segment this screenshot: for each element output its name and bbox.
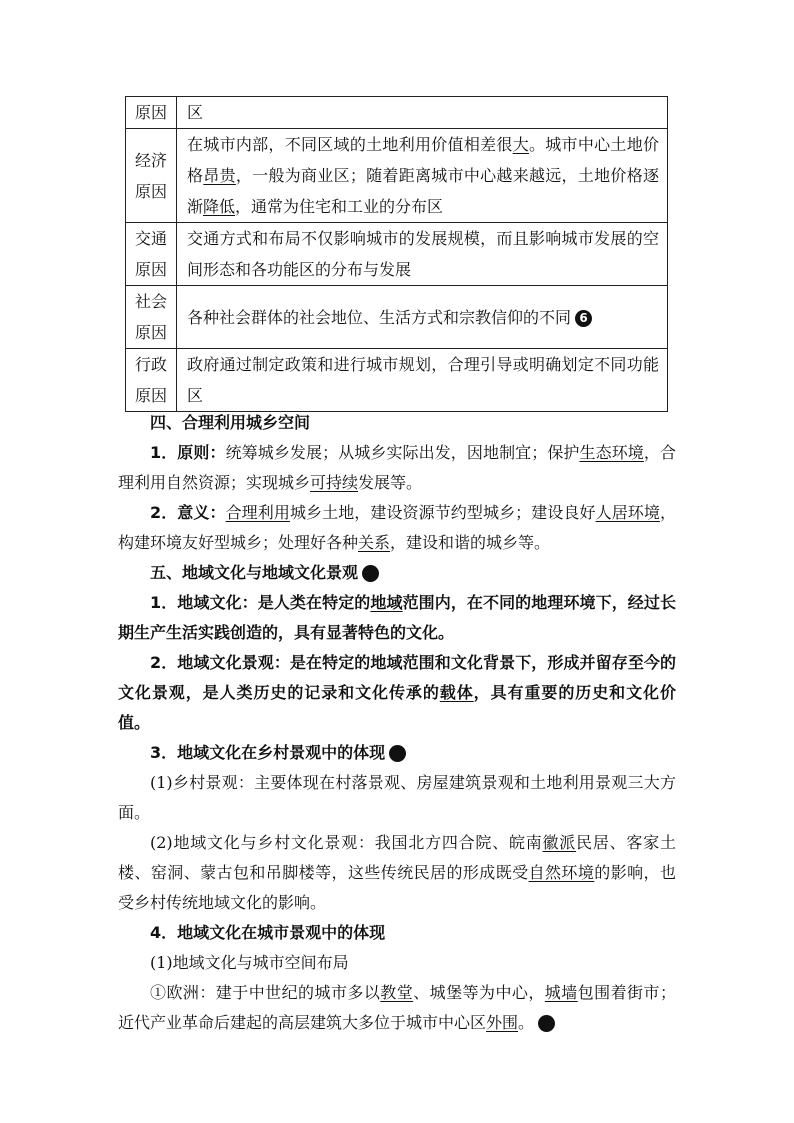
- text-run: 包围着街市；近代产业革命后建起的高层建筑大多位于城市中心区: [118, 983, 676, 1032]
- underlined-keyword: 徽派: [542, 833, 577, 852]
- underlined-keyword: 关系: [358, 533, 391, 552]
- underlined-keyword: 地域: [370, 593, 403, 612]
- underlined-keyword: 人居环境: [595, 503, 660, 522]
- paragraph: [118, 948, 676, 978]
- text-run: ，建设和谐的城乡等。: [390, 533, 551, 552]
- text-run: 4．地域文化在城市景观中的体现: [150, 923, 386, 942]
- text-run: 政府通过制定政策和进行城市规划，合理引导或明确划定不同功能区: [187, 355, 659, 405]
- row-content-cell: [177, 97, 668, 129]
- table-row: [126, 223, 668, 286]
- text-run: 。: [518, 1013, 535, 1032]
- text-run: ，一般为商业区；随着距离城市中心越来越远，土地价格逐渐: [187, 166, 659, 216]
- paragraph: [118, 978, 676, 1038]
- text-run: 1．地域文化：: [150, 593, 258, 612]
- underlined-keyword: 降低: [203, 197, 236, 216]
- row-label-cell: [126, 97, 177, 129]
- underlined-keyword: 载体: [439, 683, 474, 702]
- underlined-keyword: 城墙: [544, 983, 578, 1002]
- underlined-keyword: 外围: [486, 1013, 519, 1032]
- row-content-cell: [177, 129, 668, 223]
- table-row: [126, 349, 668, 412]
- paragraph: [118, 498, 676, 558]
- note-marker: 6: [575, 310, 592, 327]
- text-run: 发展等。: [358, 473, 423, 492]
- paragraph: [118, 648, 676, 738]
- paragraph: [118, 588, 676, 648]
- row-label-cell: [126, 129, 177, 223]
- table-row: [126, 286, 668, 349]
- text-run: (1)地域文化与城市空间布局: [150, 953, 349, 972]
- table-row: [126, 97, 668, 129]
- underlined-keyword: 大: [512, 135, 529, 154]
- text-run: 的影响，也受乡村传统地域文化的影响。: [118, 863, 676, 912]
- paragraph: [118, 768, 676, 828]
- note-marker: 7: [362, 565, 379, 582]
- text-run: 城乡土地，建设资源节约型城乡；建设良好: [289, 503, 596, 522]
- underlined-keyword: 昂贵: [203, 166, 236, 185]
- text-run: 五、地域文化与地域文化景观: [150, 563, 359, 582]
- row-label-cell: [126, 223, 177, 286]
- text-run: (1)乡村景观：主要体现在村落景观、房屋建筑景观和土地利用景观三大方面。: [118, 773, 676, 822]
- underlined-keyword: 自然环境: [528, 863, 595, 882]
- text-run: 、城堡等为中心，: [413, 983, 545, 1002]
- city-function-reasons-table: [125, 96, 668, 412]
- text-run: ，构建环境友好型城乡；处理好各种: [118, 503, 676, 552]
- underlined-keyword: 合理利用: [225, 503, 290, 522]
- section-heading: [118, 558, 676, 588]
- section-heading: [118, 408, 676, 438]
- text-run: 交通方式和布局不仅影响城市的发展规模，而且影响城市发展的空间形态和各功能区的分布与发展: [187, 229, 659, 279]
- text-run: 区: [187, 103, 204, 122]
- text-run: 2．意义：: [150, 503, 226, 522]
- underlined-keyword: 可持续: [310, 473, 359, 492]
- row-label: 行政原因: [135, 355, 168, 405]
- row-content-cell: [177, 223, 668, 286]
- section-heading: [118, 738, 676, 768]
- text-run: ，通常为住宅和工业的分布区: [235, 197, 444, 216]
- paragraph: [118, 828, 676, 918]
- underlined-keyword: 生态环境: [579, 443, 644, 462]
- text-run: (2)地域文化与乡村文化景观：我国北方四合院、皖南: [150, 833, 543, 852]
- document-body: [118, 408, 676, 1038]
- text-run: 四、合理利用城乡空间: [150, 413, 311, 432]
- section-heading: [118, 918, 676, 948]
- text-run: ，合理利用自然资源；实现城乡: [118, 443, 676, 492]
- text-run: ，具有重要的历史和文化价值。: [118, 683, 676, 732]
- text-run: 各种社会群体的社会地位、生活方式和宗教信仰的不同: [187, 307, 572, 327]
- row-label: 原因: [135, 103, 168, 122]
- row-label: 经济原因: [135, 150, 168, 201]
- text-run: 在城市内部，不同区域的土地利用价值相差很: [187, 135, 513, 154]
- text-run: ①欧洲：建于中世纪的城市多以: [150, 983, 381, 1002]
- row-label: 交通原因: [135, 229, 168, 279]
- table-row: [126, 129, 668, 223]
- underlined-keyword: 教堂: [380, 983, 414, 1002]
- text-run: 1．原则：: [150, 443, 226, 462]
- paragraph: [118, 438, 676, 498]
- row-label: 社会原因: [135, 292, 168, 342]
- note-marker: 8: [389, 745, 406, 762]
- row-label-cell: [126, 286, 177, 349]
- note-marker: 9: [538, 1015, 555, 1032]
- row-content-cell: [177, 349, 668, 412]
- row-content-cell: [177, 286, 668, 349]
- text-run: 。城市中心土地价格: [187, 135, 659, 185]
- text-run: 统筹城乡发展；从城乡实际出发，因地制宜；保护: [225, 443, 580, 462]
- text-run: 3．地域文化在乡村景观中的体现: [150, 743, 386, 762]
- text-run: 民居、客家土楼、窑洞、蒙古包和吊脚楼等，这些传统民居的形成既受: [118, 833, 676, 882]
- text-run: 2．地域文化景观：是在特定的地域范围和文化背景下，形成并留存至今的文化景观，是人类历史的记录和文化传承的: [118, 653, 676, 702]
- text-run: 范围内，在不同的地理环境下，经过长期生产生活实践创造的，具有显著特色的文化。: [118, 593, 676, 642]
- text-run: 是人类在特定的: [257, 593, 371, 612]
- row-label-cell: [126, 349, 177, 412]
